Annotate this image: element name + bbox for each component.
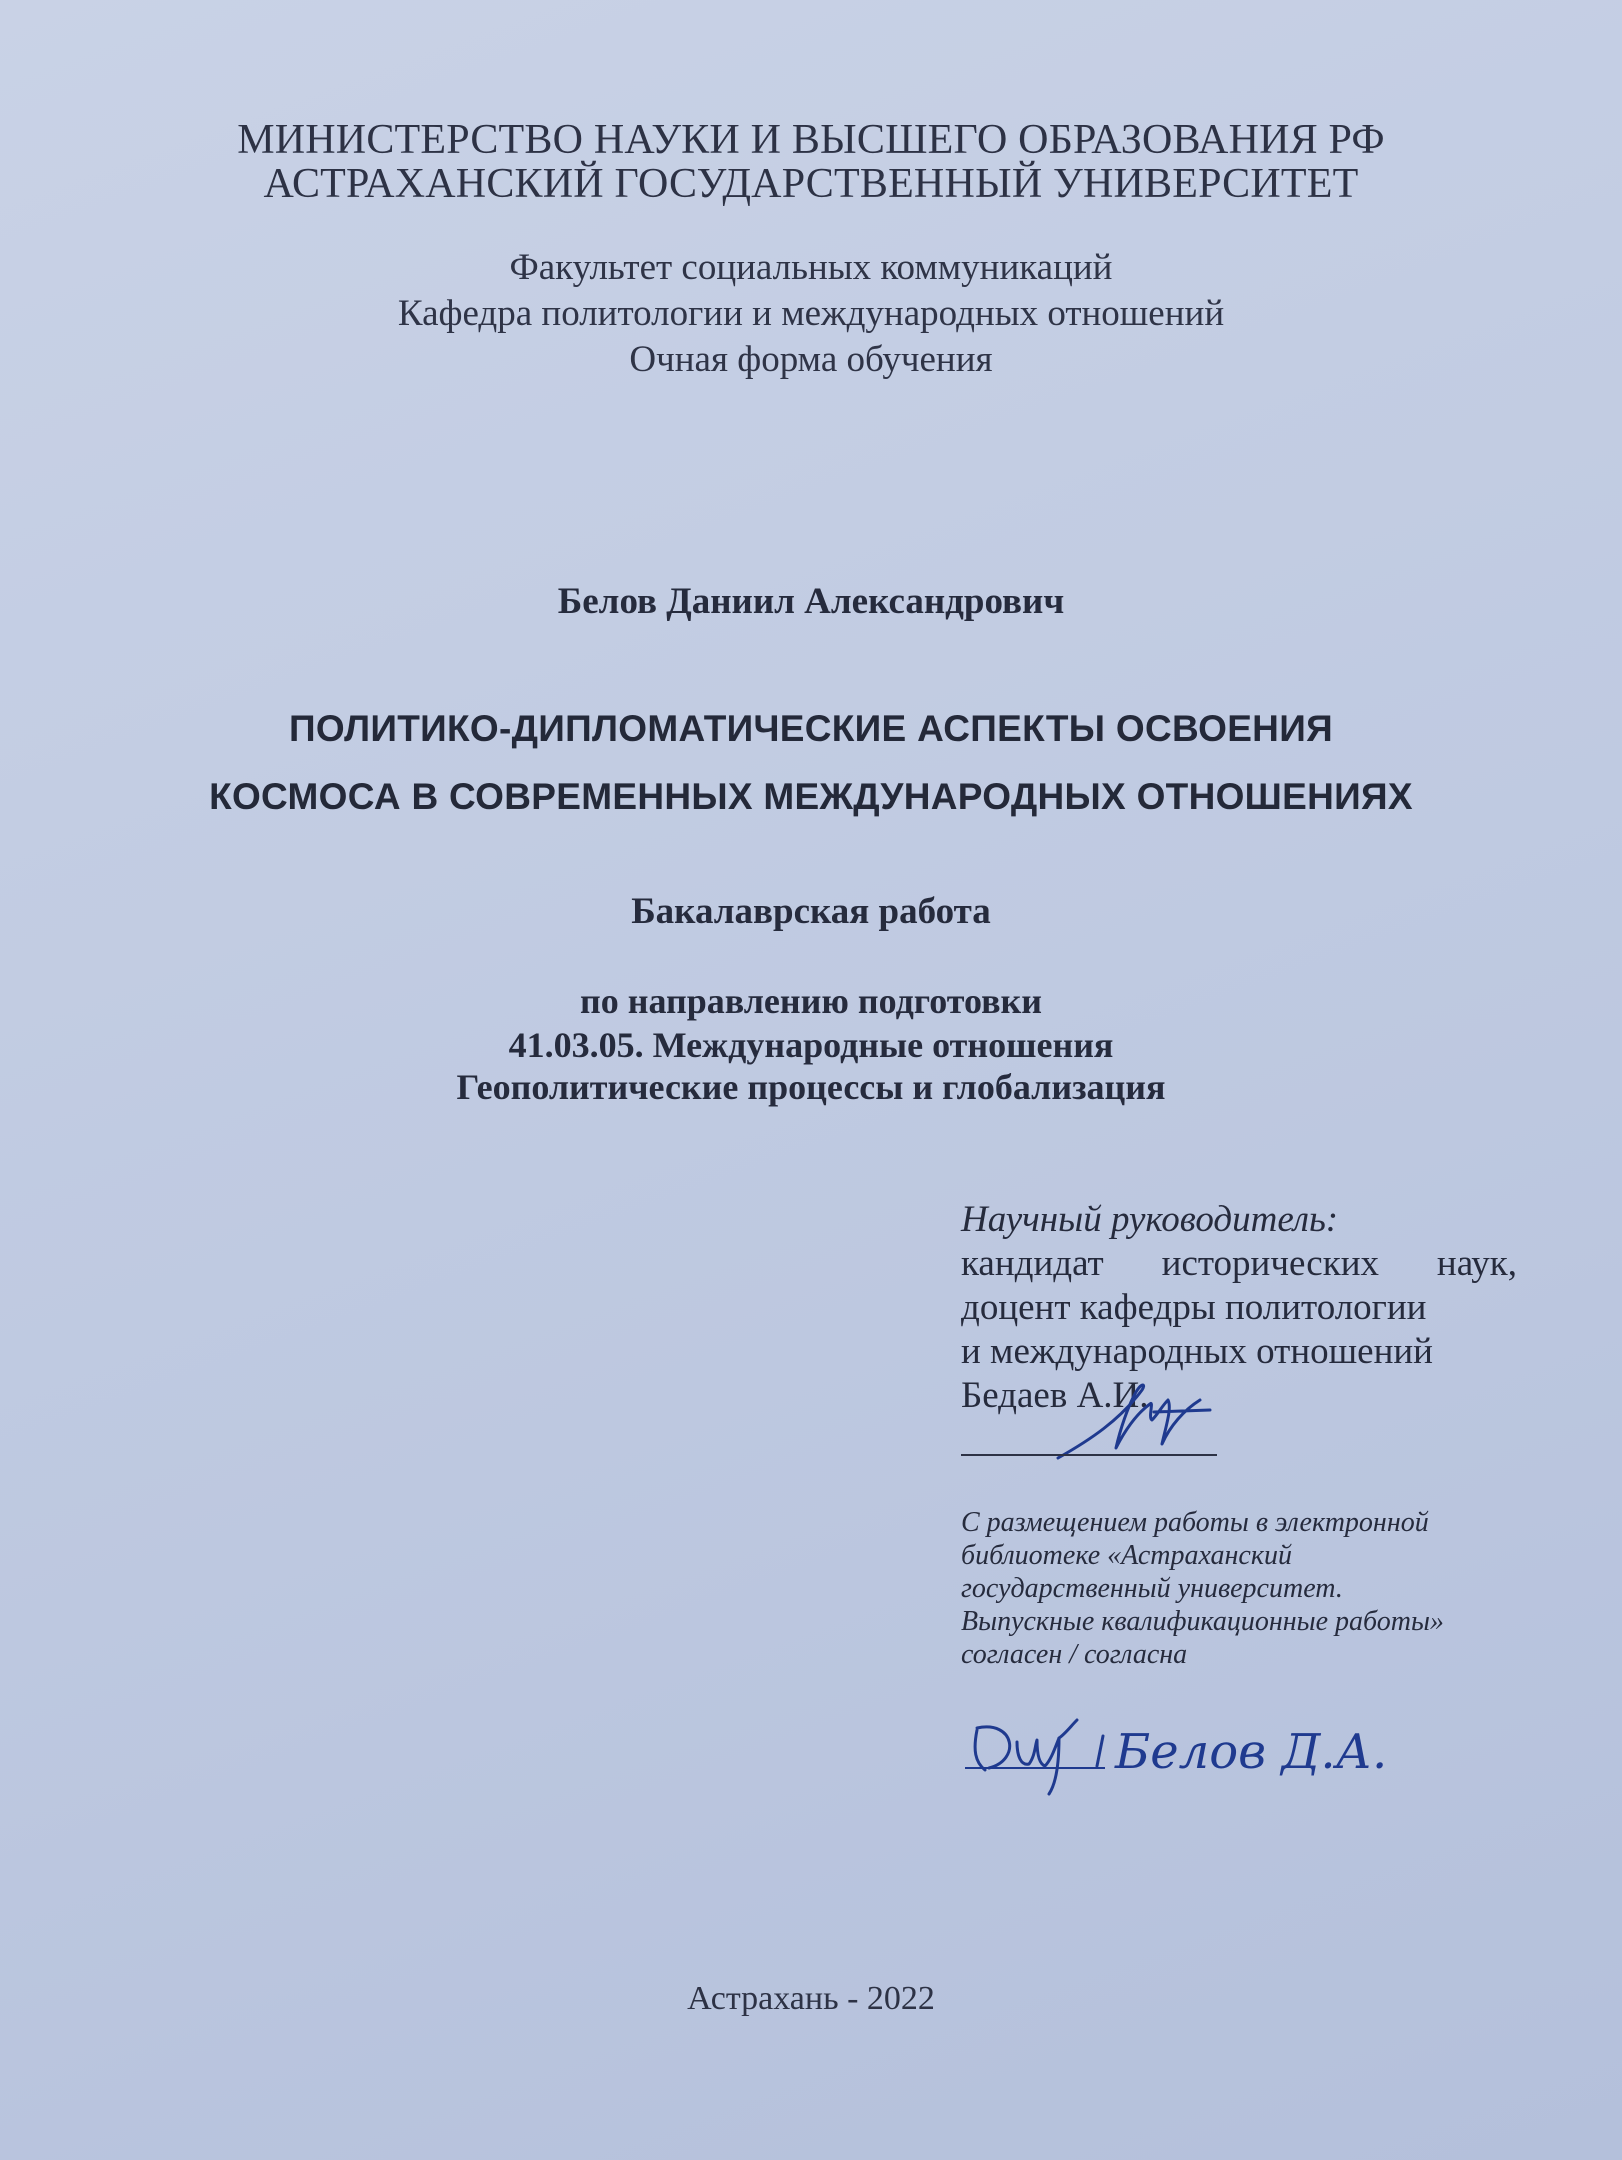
direction-profile: Геополитические процессы и глобализация [456,1067,1166,1107]
supervisor-label: Научный руководитель: [961,1199,1339,1240]
bleed-through-mark: ​ [329,641,331,686]
supervisor-position-cont: и международных отношений [961,1331,1433,1372]
author-name: Белов Даниил Александрович [557,581,1065,622]
consent-line: С размещением работы в электронной [961,1507,1429,1538]
supervisor-block [961,1198,1517,1418]
student-signature-text: Белов Д.А. [1115,1724,1388,1780]
university-heading: АСТРАХАНСКИЙ ГОСУДАРСТВЕННЫЙ УНИВЕРСИТЕТ [263,161,1359,207]
thesis-title-line-2: КОСМОСА В СОВРЕМЕННЫХ МЕЖДУНАРОДНЫХ ОТНОШЕНИЯХ [209,776,1413,817]
consent-line: Выпускные квалификационные работы» [961,1606,1444,1637]
direction-code: 41.03.05. Международные отношения [508,1025,1114,1065]
work-type: Бакалаврская работа [631,891,991,932]
department-line: Кафедра политологии и международных отношений [397,293,1225,334]
consent-line: библиотеке «Астраханский [961,1540,1292,1571]
supervisor-position: доцент кафедры политологии [961,1287,1427,1328]
supervisor-degree [961,1242,1517,1286]
direction-label: по направлению подготовки [579,981,1043,1021]
supervisor-name: Бедаев А.И. [961,1375,1149,1416]
consent-line: согласен / согласна [961,1639,1188,1670]
student-signature [955,1690,1415,1800]
consent-line: государственный университет. [961,1573,1343,1604]
supervisor-degree-word: кандидат [961,1243,1104,1284]
city-year: Астрахань - 2022 [687,1980,935,2017]
faculty-line: Факультет социальных коммуникаций [509,247,1113,288]
supervisor-degree-word: наук, [1436,1243,1517,1284]
ministry-heading: МИНИСТЕРСТВО НАУКИ И ВЫСШЕГО ОБРАЗОВАНИЯ РФ [237,117,1385,163]
supervisor-degree-word: исторических [1161,1243,1379,1284]
thesis-title-line-1: ПОЛИТИКО-ДИПЛОМАТИЧЕСКИЕ АСПЕКТЫ ОСВОЕНИЯ [289,708,1333,749]
study-form-line: Очная форма обучения [629,339,993,380]
consent-block [961,1506,1521,1671]
supervisor-signature-line [961,1454,1217,1456]
